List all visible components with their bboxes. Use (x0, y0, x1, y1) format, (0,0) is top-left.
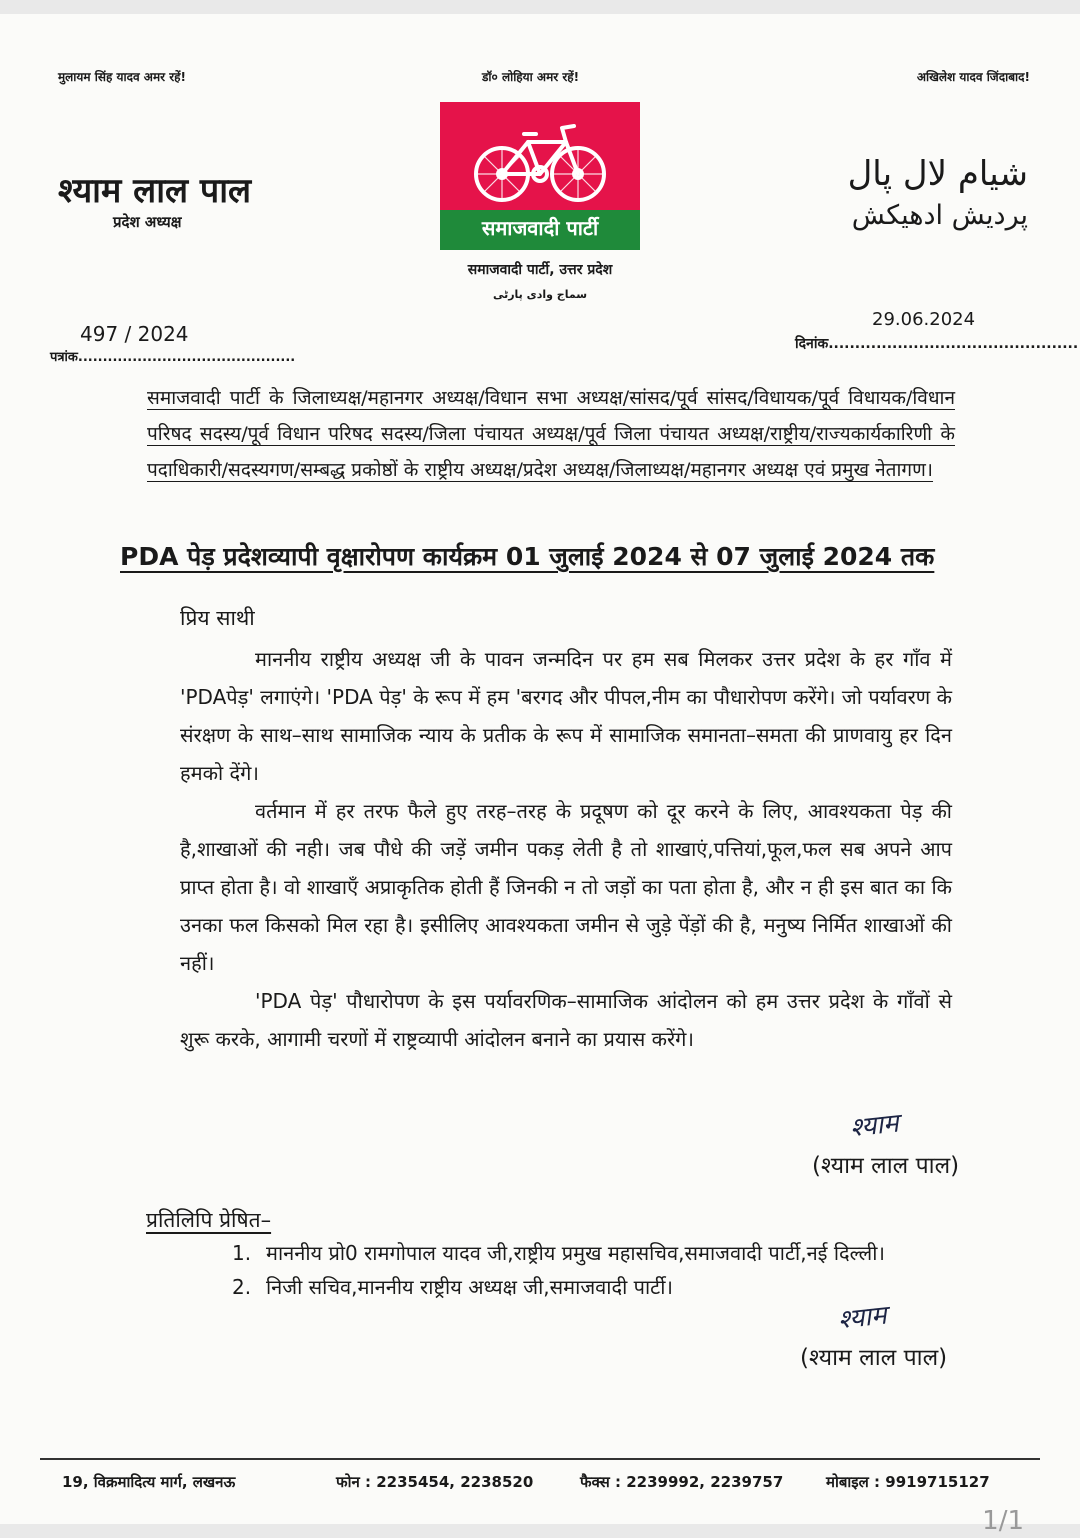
sender-name-urdu: شیام لال پال (847, 154, 1028, 194)
reference-label: पत्रांक............................................ (50, 350, 296, 365)
party-logo (440, 102, 640, 250)
signature-mark-1: श्याम (848, 1108, 901, 1144)
signature-mark-2: श्याम (836, 1300, 889, 1336)
footer-phone: फोन : 2235454, 2238520 (336, 1473, 534, 1491)
page-indicator: 1/1 (982, 1506, 1024, 1536)
footer-mobile: मोबाइल : 9919715127 (826, 1473, 990, 1491)
footer-divider (40, 1458, 1040, 1460)
signature-name-2: (श्याम लाल पाल) (800, 1345, 948, 1371)
sender-designation-hindi: प्रदेश अध्यक्ष (113, 213, 182, 231)
slogan-right: अखिलेश यादव जिंदाबाद! (916, 70, 1030, 84)
party-name-urdu: سماج وادی پارٹی (492, 288, 588, 301)
cc-list (232, 1236, 992, 1304)
cc-title: प्रतिलिपि प्रेषित– (146, 1208, 272, 1232)
slogan-center: डॉ० लोहिया अमर रहें! (482, 70, 580, 84)
body-paragraph-2: वर्तमान में हर तरफ फैले हुए तरह–तरह के प्रदूषण को दूर करने के लिए, आवश्यकता पेड़ की है,शाखाओं की नही। जब पौधे की जड़ें जमीन पकड़ लेती है तो शाखाएं,पत्तियां,फूल,फल सब अपने आप प्राप्त होता है। वो शाखाएँ अप्राकृतिक होती हैं जिनकी न तो जड़ों का पता होता है, और न ही इस बात का कि उनका फल किसको मिल रहा है। इसीलिए आवश्यकता जमीन से जुड़े पेंड़ों की है, मनुष्य निर्मित शाखाओं की नहीं। (180, 799, 952, 975)
bicycle-icon (470, 116, 610, 204)
addressee-block: समाजवादी पार्टी के जिलाध्यक्ष/महानगर अध्यक्ष/विधान सभा अध्यक्ष/सांसद/पूर्व सांसद/विधायक/पूर्व विधायक/विधान परिषद सदस्य/पूर्व विधान परिषद सदस्य/जिला पंचायत अध्यक्ष/पूर्व जिला पंचायत अध्यक्ष/राष्ट्रीय/राज्यकार्यकारिणी के पदाधिकारी/सदस्यगण/सम्बद्ध प्रकोष्ठों के राष्ट्रीय अध्यक्ष/प्रदेश अध्यक्ष/जिलाध्यक्ष/महानगर अध्यक्ष एवं प्रमुख नेतागण। (147, 387, 955, 481)
body-paragraph-3: 'PDA पेड़' पौधारोपण के इस पर्यावरणिक–सामाजिक आंदोलन को हम उत्तर प्रदेश के गाँवों से शुरू करके, आगामी चरणों में राष्ट्रव्यापी आंदोलन बनाने का प्रयास करेंगे। (180, 989, 952, 1051)
letter-subject: PDA पेड़ प्रदेशव्यापी वृक्षारोपण कार्यक्रम 01 जुलाई 2024 से 07 जुलाई 2024 तक (120, 542, 935, 571)
letter-date: 29.06.2024 (872, 309, 976, 330)
letter-page (0, 14, 1080, 1536)
letter-body (180, 640, 952, 1058)
body-paragraph-1: माननीय राष्ट्रीय अध्यक्ष जी के पावन जन्मदिन पर हम सब मिलकर उत्तर प्रदेश के हर गाँव में 'PDAपेड़' लगाएंगे। 'PDA पेड़' के रूप में हम 'बरगद और पीपल,नीम का पौधारोपण करेंगे। जो पर्यावरण के संरक्षण के साथ–साथ सामाजिक न्याय के प्रतीक के रूप में सामाजिक समानता–समता की प्राणवायु हर दिन हमको देंगे। (180, 647, 952, 785)
reference-number: 497 / 2024 (80, 322, 189, 346)
salutation: प्रिय साथी (180, 606, 255, 630)
footer-address: 19, विक्रमादित्य मार्ग, लखनऊ (62, 1473, 236, 1491)
slogan-left: मुलायम सिंह यादव अमर रहें! (58, 70, 186, 84)
signature-name-1: (श्याम लाल पाल) (812, 1153, 960, 1179)
list-item: 1. माननीय प्रो0 रामगोपाल यादव जी,राष्ट्रीय प्रमुख महासचिव,समाजवादी पार्टी,नई दिल्ली। (232, 1241, 885, 1265)
sender-designation-urdu: پردیش ادھیکش (851, 200, 1028, 231)
sender-name-hindi: श्याम लाल पाल (58, 171, 252, 211)
date-label: दिनांक............................................... (795, 336, 1079, 352)
logo-text: समाजवादी पार्टी (481, 216, 599, 240)
list-item: 2. निजी सचिव,माननीय राष्ट्रीय अध्यक्ष जी,समाजवादी पार्टी। (232, 1275, 674, 1299)
party-state: समाजवादी पार्टी, उत्तर प्रदेश (467, 262, 613, 278)
footer-fax: फैक्स : 2239992, 2239757 (580, 1473, 784, 1491)
